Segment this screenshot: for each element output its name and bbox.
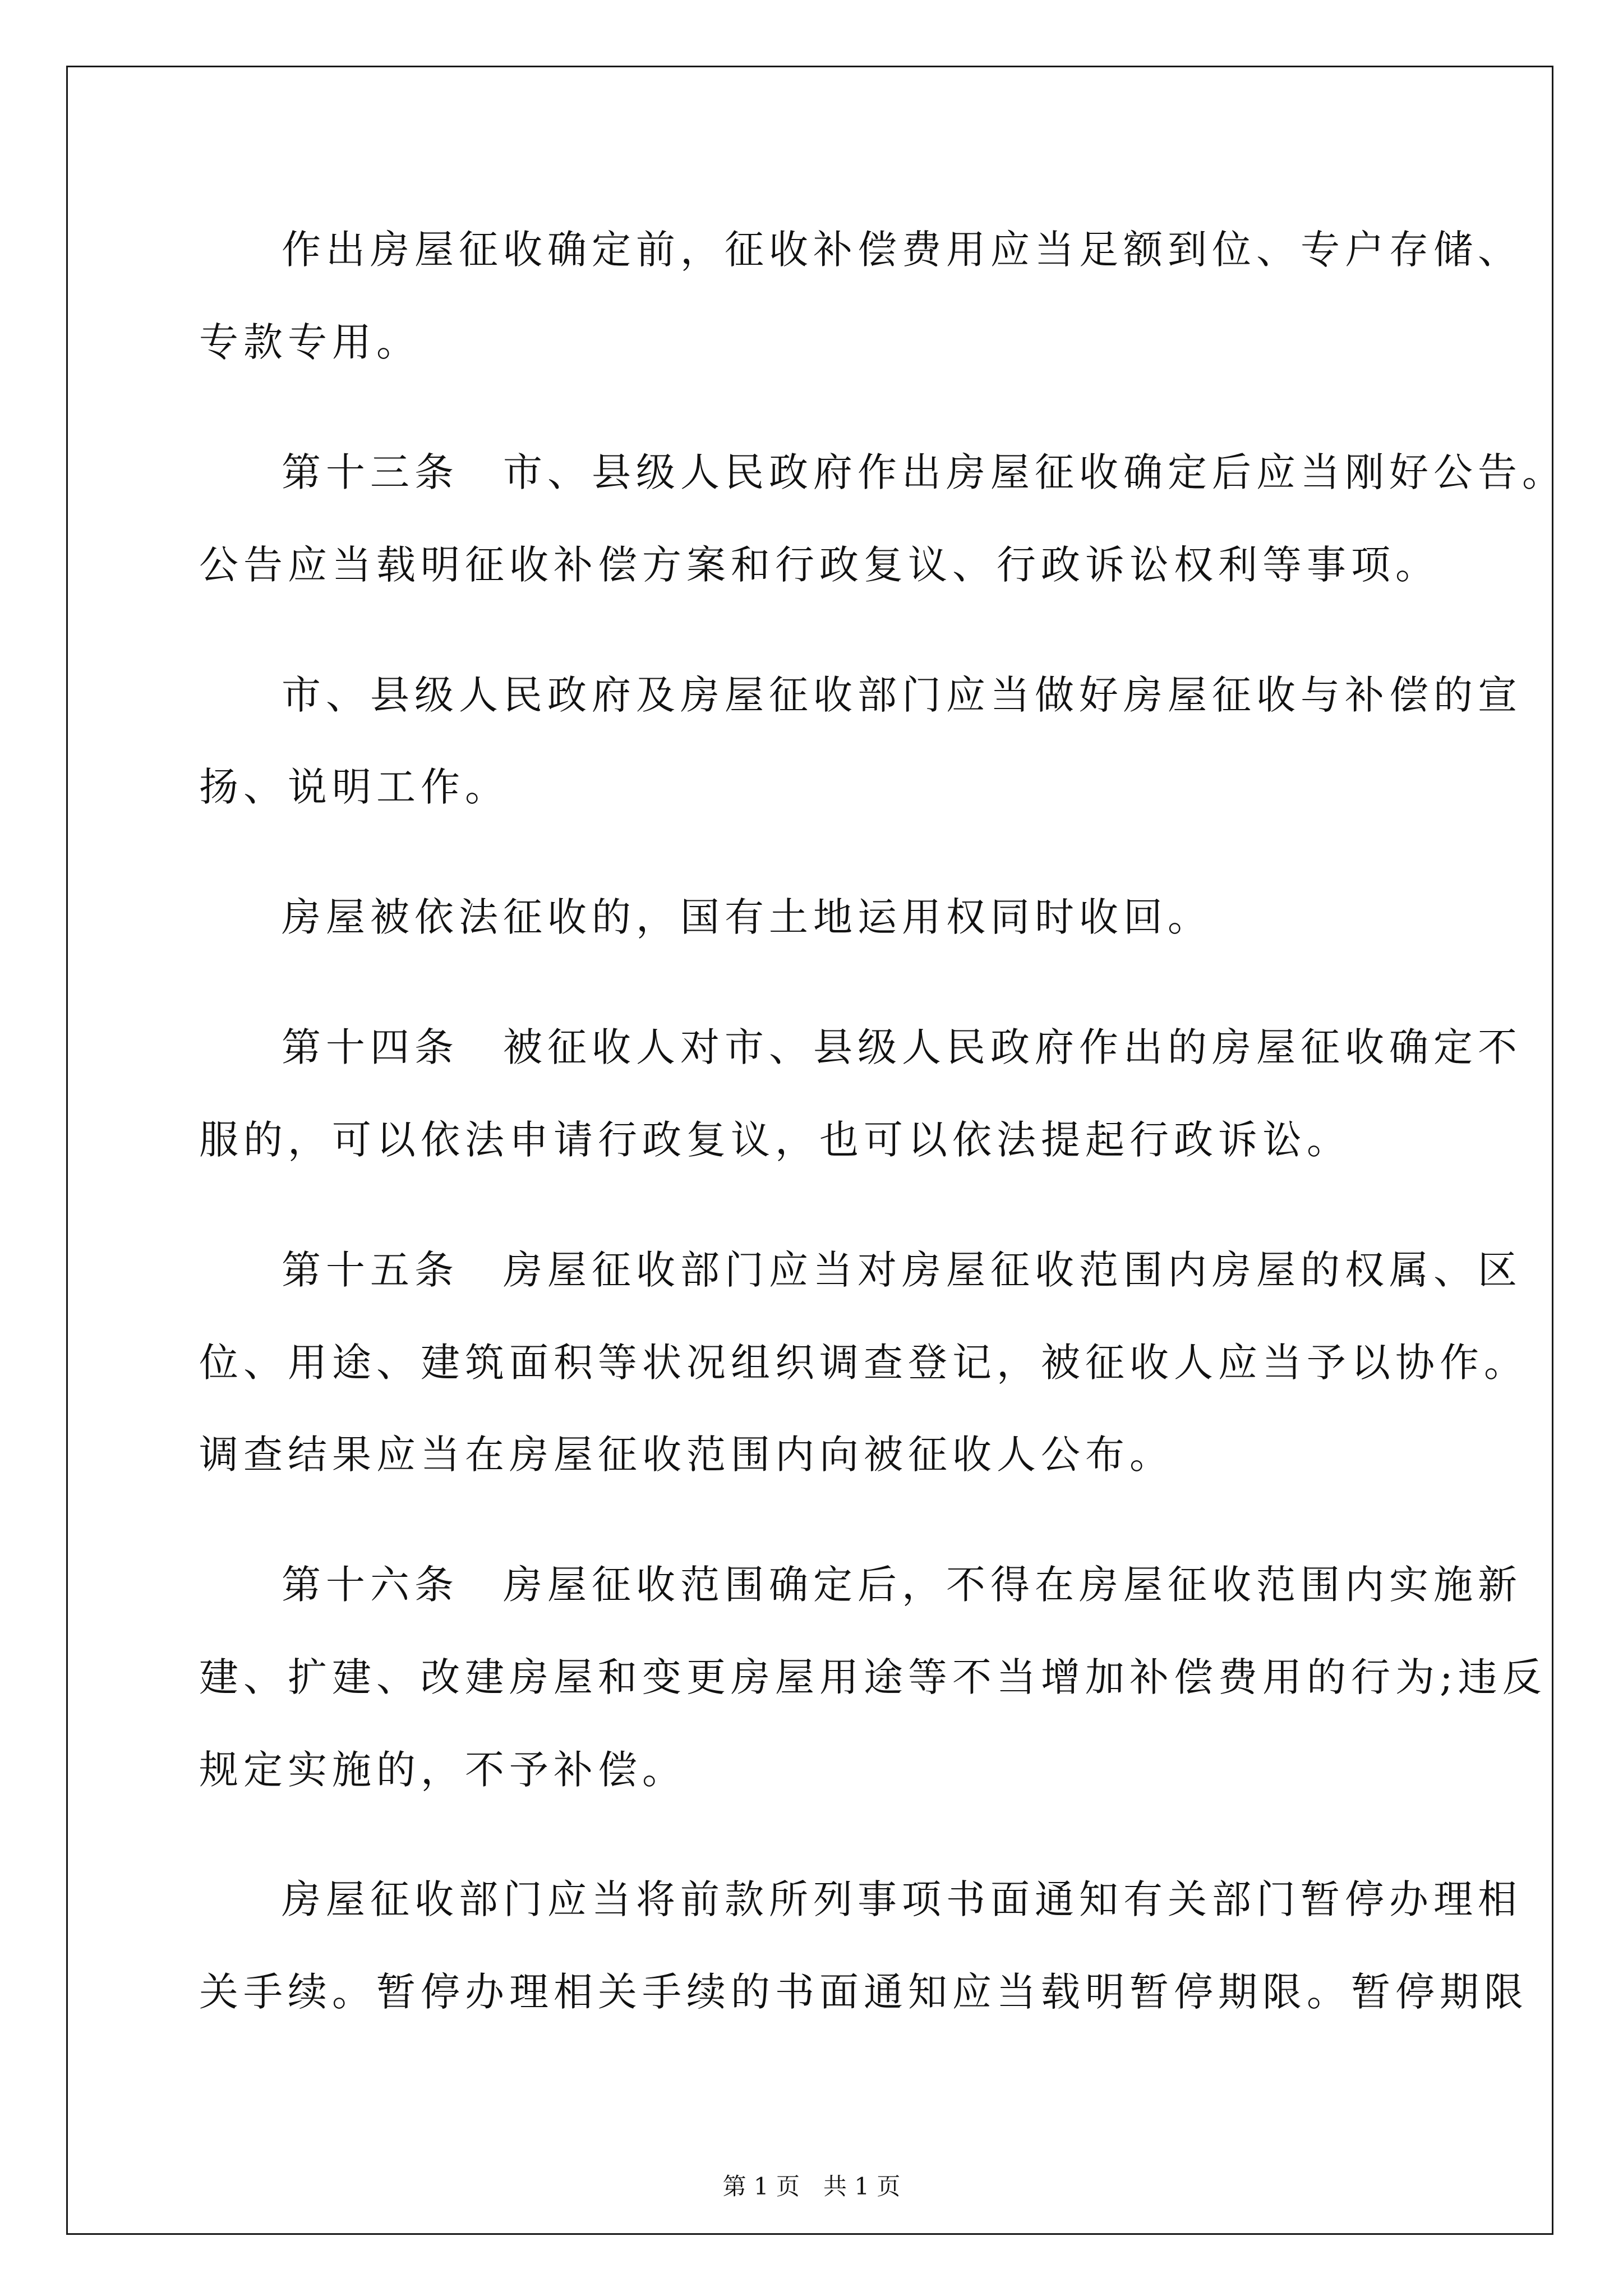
paragraph-line: 建、扩建、改建房屋和变更房屋用途等不当增加补偿费用的行为;违反: [199, 1654, 1547, 1700]
paragraph-first-line: 房屋被依法征收的，国有土地运用权同时收回。: [282, 894, 1212, 940]
page-number-label: 第 1 页 共 1 页: [722, 2173, 901, 2200]
paragraph-first-line: 第十六条 房屋征收范围确定后，不得在房屋征收范围内实施新: [282, 1562, 1522, 1608]
paragraph-first-line: 市、县级人民政府及房屋征收部门应当做好房屋征收与补偿的宣: [282, 672, 1522, 718]
paragraph-line: 关手续。暂停办理相关手续的书面通知应当载明暂停期限。暂停期限: [199, 1969, 1528, 2015]
paragraph-line: 扬、说明工作。: [199, 764, 509, 810]
paragraph-line: 位、用途、建筑面积等状况组织调查登记，被征收人应当予以协作。: [199, 1340, 1528, 1386]
paragraph-first-line: 第十三条 市、县级人民政府作出房屋征收确定后应当刚好公告。: [282, 449, 1566, 495]
page-footer: [0, 2172, 1623, 2201]
paragraph-line: 公告应当载明征收补偿方案和行政复议、行政诉讼权利等事项。: [199, 542, 1440, 588]
paragraph-line: 规定实施的，不予补偿。: [199, 1747, 686, 1793]
paragraph-first-line: 作出房屋征收确定前，征收补偿费用应当足额到位、专户存储、: [282, 227, 1522, 273]
paragraph-line: 专款专用。: [199, 319, 421, 365]
paragraph-line: 调查结果应当在房屋征收范围内向被征收人公布。: [199, 1432, 1174, 1478]
paragraph-first-line: 第十四条 被征收人对市、县级人民政府作出的房屋征收确定不: [282, 1024, 1522, 1070]
paragraph-first-line: 房屋征收部门应当将前款所列事项书面通知有关部门暂停办理相: [282, 1876, 1522, 1922]
paragraph-line: 服的，可以依法申请行政复议，也可以依法提起行政诉讼。: [199, 1117, 1351, 1163]
paragraph-first-line: 第十五条 房屋征收部门应当对房屋征收范围内房屋的权属、区: [282, 1247, 1522, 1293]
